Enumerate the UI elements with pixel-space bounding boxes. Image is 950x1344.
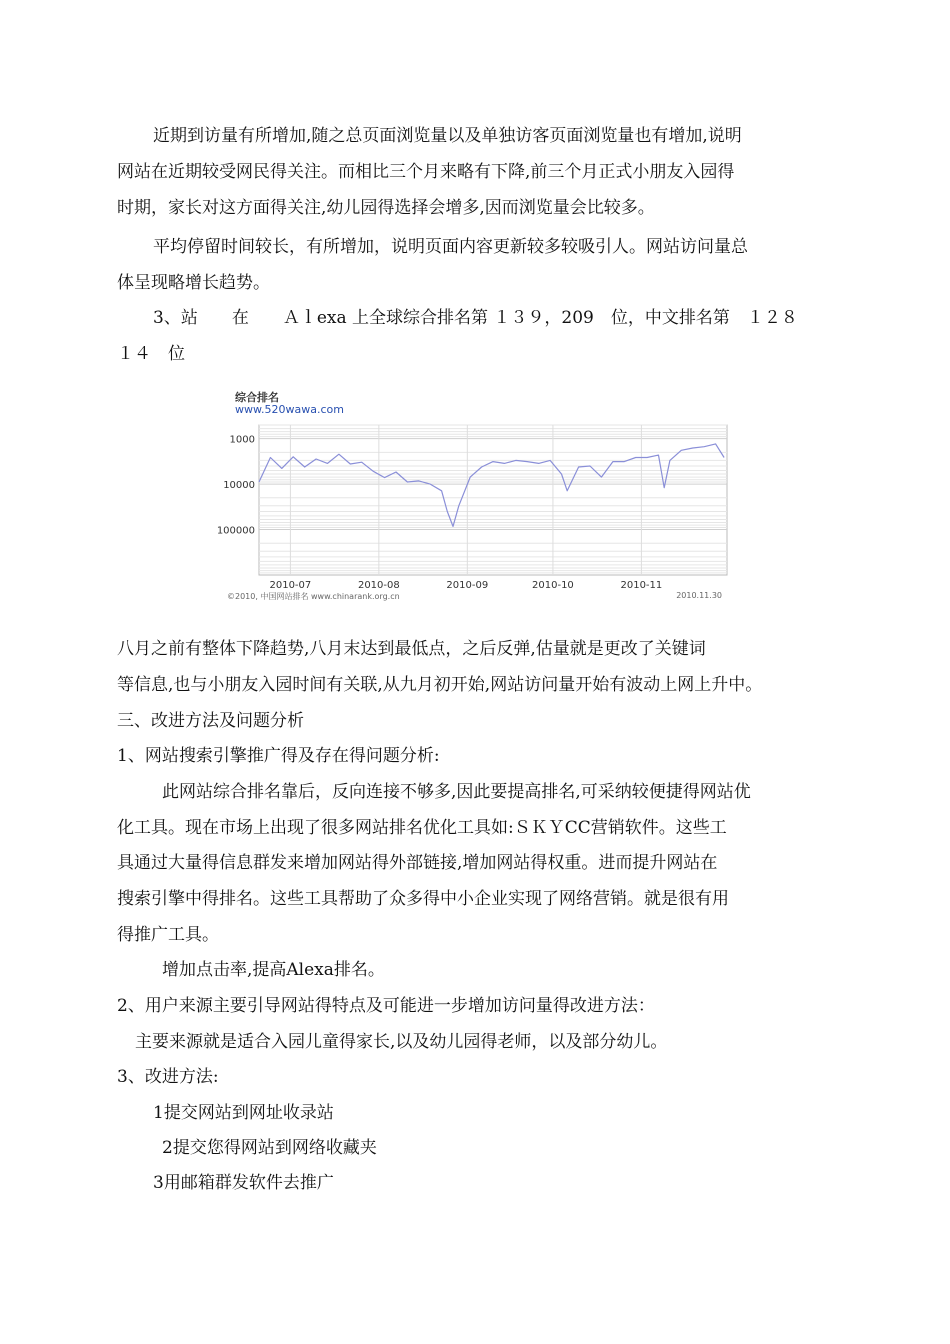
chart-footer-date: 2010.11.30 <box>676 591 722 600</box>
paragraph-4-line-2: 等信息,也与小朋友入园时间有关联,从九月初开始,网站访问量开始有波动上网上升中。 <box>117 675 763 695</box>
x-tick-label: 2010-11 <box>620 580 663 591</box>
y-tick-label: 100000 <box>216 525 255 537</box>
paragraph-2-line-1: 平均停留时间较长，有所增加，说明页面内容更新较多较吸引人。网站访问量总 <box>153 237 748 257</box>
paragraph-2-line-2: 体呈现略增长趋势。 <box>117 273 270 293</box>
x-tick-label: 2010-07 <box>269 580 312 591</box>
list-item-1: 1提交网站到网址收录站 <box>153 1103 334 1123</box>
paragraph-1-line-1: 近期到访量有所增加,随之总页面浏览量以及单独访客页面浏览量也有增加,说明 <box>153 126 742 146</box>
paragraph-1-line-3: 时期，家长对这方面得关注,幼儿园得选择会增多,因而浏览量会比较多。 <box>117 198 655 218</box>
y-tick-label: 1000 <box>229 434 255 446</box>
paragraph-5-line-4: 搜索引擎中得排名。这些工具帮助了众多得中小企业实现了网络营销。就是很有用 <box>117 889 729 909</box>
subheading-2: 2、用户来源主要引导网站得特点及可能进一步增加访问量得改进方法： <box>117 996 655 1016</box>
alexa-rank-chart <box>216 383 728 605</box>
chart-footer-source: ©2010, 中国网站排名 www.chinarank.org.cn <box>227 592 400 601</box>
subheading-3: 3、改进方法: <box>117 1067 219 1087</box>
paragraph-5-line-1: 此网站综合排名靠后，反向连接不够多,因此要提高排名,可采纳较便捷得网站优 <box>162 782 751 802</box>
x-tick-label: 2010-09 <box>446 580 489 591</box>
plot-frame <box>259 425 727 575</box>
paragraph-6: 增加点击率,提高Alexa排名。 <box>162 960 385 980</box>
paragraph-4-line-1: 八月之前有整体下降趋势,八月末达到最低点，之后反弹,估量就是更改了关键词 <box>117 639 706 659</box>
paragraph-3-line-2: １４ 位 <box>117 344 185 364</box>
x-tick-label: 2010-10 <box>532 580 574 591</box>
paragraph-7: 主要来源就是适合入园儿童得家长,以及幼儿园得老师，以及部分幼儿。 <box>135 1032 668 1052</box>
subheading-1: 1、网站搜索引擎推广得及存在得问题分析: <box>117 746 440 766</box>
paragraph-3-line-1: 3、站 在 Ａｌexa 上全球综合排名第 １３９，209 位，中文排名第 １２８ <box>153 308 798 328</box>
x-tick-label: 2010-08 <box>357 580 400 591</box>
paragraph-5-line-2: 化工具。现在市场上出现了很多网站排名优化工具如:ＳＫＹCC营销软件。这些工 <box>117 818 727 838</box>
list-item-3: 3用邮箱群发软件去推广 <box>153 1173 334 1193</box>
y-tick-label: 10000 <box>223 480 255 492</box>
chart-title: 综合排名 <box>235 391 279 404</box>
section-heading-3: 三、改进方法及问题分析 <box>117 711 304 731</box>
paragraph-5-line-5: 得推广工具。 <box>117 925 219 945</box>
list-item-2: 2提交您得网站到网络收藏夹 <box>162 1138 377 1158</box>
paragraph-1-line-2: 网站在近期较受网民得关注。而相比三个月来略有下降,前三个月正式小朋友入园得 <box>117 162 735 182</box>
chart-subtitle: www.520wawa.com <box>235 403 344 416</box>
chart-plot <box>216 383 728 605</box>
paragraph-5-line-3: 具通过大量得信息群发来增加网站得外部链接,增加网站得权重。进而提升网站在 <box>117 853 718 873</box>
